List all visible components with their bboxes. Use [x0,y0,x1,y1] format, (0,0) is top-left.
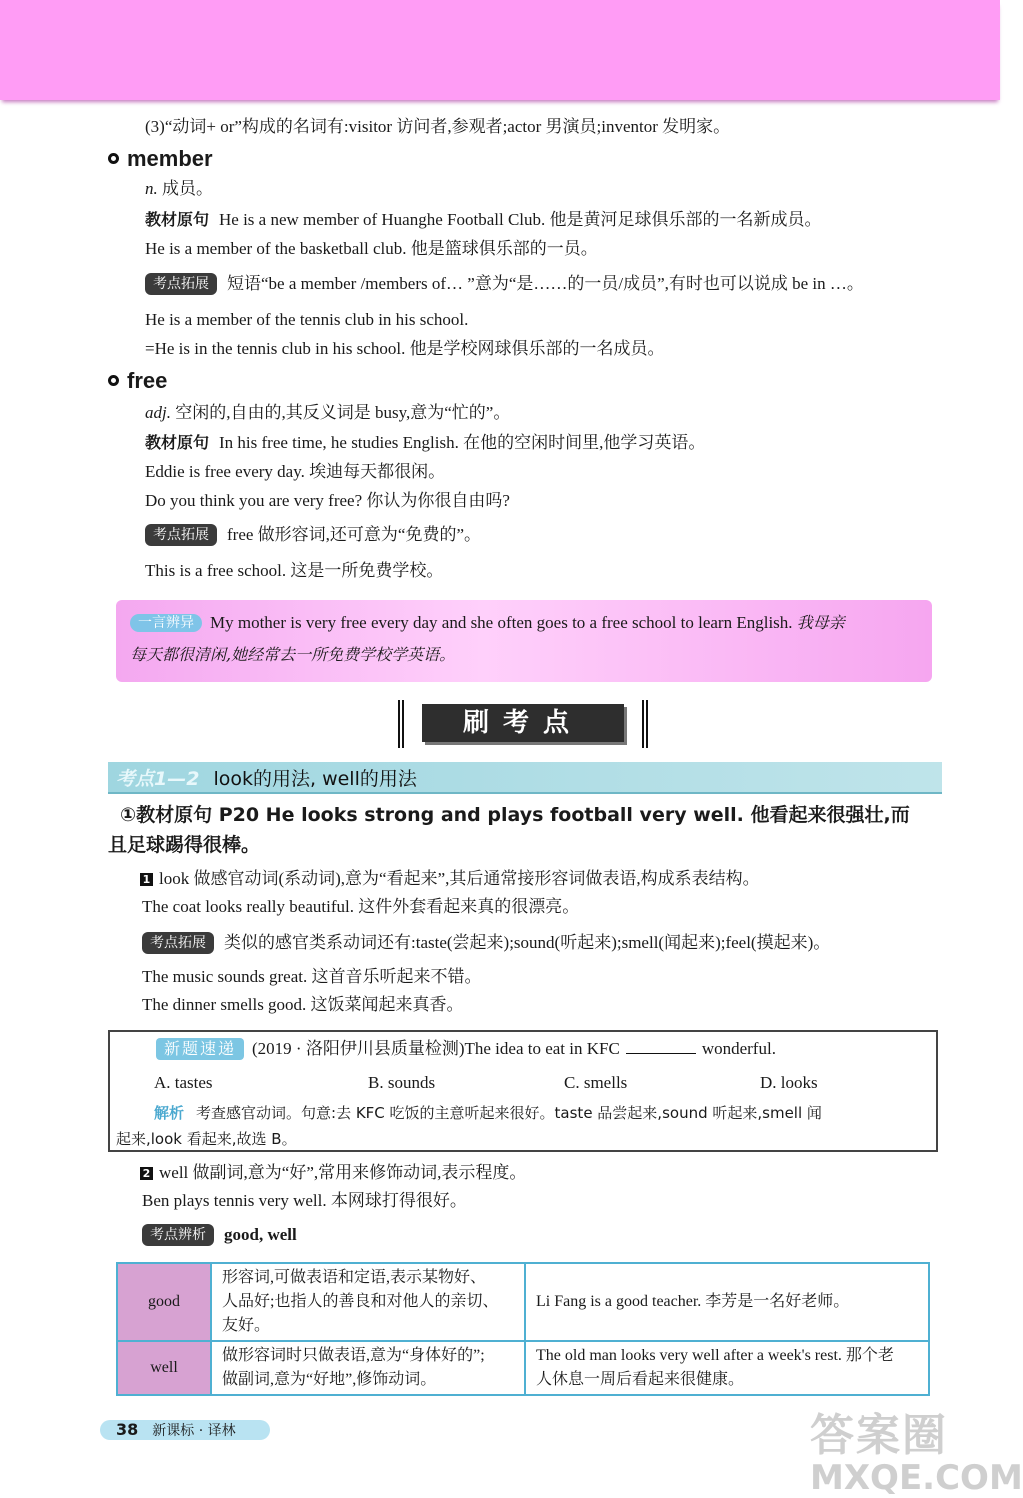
extension-badge: 考点拓展 [145,273,217,295]
member-source-sentence: 教材原句 He is a new member of Huanghe Football Club. 他是黄河足球俱乐部的一名新成员。 [145,210,822,229]
option-a: A. tastes [154,1073,213,1092]
bullet-icon [108,375,119,386]
member-example-1: He is a member of the tennis club in his school. [145,310,469,329]
good-well-comparison: 考点辨析 good, well [142,1224,297,1246]
extension-badge: 考点拓展 [145,524,217,546]
banner-title: 刷考点 [422,704,624,742]
extension-badge: 考点拓展 [142,932,214,954]
member-extension: 考点拓展 短语“be a member /members of… ”意为“是……的一员/成员”,有时也可以说成 be in …。 [145,273,864,295]
comparison-table [116,1262,930,1396]
table-word-cell: good [117,1263,211,1341]
option-c: C. smells [564,1073,628,1092]
look-example: The coat looks really beautiful. 这件外套看起来真的很漂亮。 [142,897,580,916]
member-source-sentence-2: He is a member of the basketball club. 他是篮球俱乐部的一员。 [145,239,598,258]
free-extension: 考点拓展 free 做形容词,还可意为“免费的”。 [145,524,481,546]
exercise-box [108,1030,938,1152]
watermark-logo: 答案圈 MXQE.COM [810,1410,1023,1498]
noun-formation-note: (3)“动词+ or”构成的名词有:visitor 访问者,参观者;actor 男演员;inventor 发明家。 [145,117,731,136]
table-desc-cell: 形容词,可做表语和定语,表示某物好、 人品好;也指人的善良和对他人的亲切、 友好。 [211,1263,525,1341]
exam-point-label: 考点1—2 [116,768,200,790]
well-example: Ben plays tennis very well. 本网球打得很好。 [142,1191,467,1210]
option-b: B. sounds [368,1073,436,1092]
well-usage: 2 well 做副词,意为“好”,常用来修饰动词,表示程度。 [140,1162,526,1184]
entry-free-heading: free [108,368,167,394]
table-row [117,1263,929,1341]
free-source-sentence: 教材原句 In his free time, he studies English. 在他的空闲时间里,他学习英语。 [145,433,706,452]
free-sentence-2: Eddie is free every day. 埃迪每天都很闲。 [145,462,446,481]
look-usage: 1 look 做感官动词(系动词),意为“看起来”,其后通常接形容词做表语,构成系表结构。 [140,868,760,890]
entry-member-heading: member [108,146,213,172]
member-definition: n. 成员。 [145,179,213,198]
free-definition: adj. 空闲的,自由的,其反义词是 busy,意为“忙的”。 [145,403,511,422]
exercise-question: 新题速递 (2019 · 洛阳伊川县质量检测)The idea to eat in KFC wonderful. [156,1038,776,1060]
distinguish-box [116,600,932,682]
section-banner [398,700,648,748]
new-question-badge: 新题速递 [156,1038,244,1060]
table-desc-cell: 做形容词时只做表语,意为“身体好的”; 做副词,意为“好地”,修饰动词。 [211,1341,525,1395]
exam-point-title: look的用法, well的用法 [213,768,417,790]
source-sentence-heading-cont: 且足球踢得很棒。 [108,834,261,856]
look-example-3: The dinner smells good. 这饭菜闻起来真香。 [142,995,464,1014]
table-example-cell: The old man looks very well after a week's rest. 那个老 人休息一周后看起来很健康。 [525,1341,929,1395]
distinguish-line-2: 每天都很清闲,她经常去一所免费学校学英语。 [130,645,456,664]
distinguish-line-1: 一言辨异 My mother is very free every day and she often goes to a free school to learn English. 我母亲 [130,612,845,634]
table-row [117,1341,929,1395]
page-footer [100,1420,270,1440]
exam-point-bar [108,762,942,794]
number-two-icon: 2 [140,1167,153,1180]
look-extension: 考点拓展 类似的感官类系动词还有:taste(尝起来);sound(听起来);smell(闻起来);feel(摸起来)。 [142,932,830,954]
free-sentence-3: Do you think you are very free? 你认为你很自由吗? [145,491,510,510]
source-sentence-heading: ①教材原句 P20 He looks strong and plays football very well. 他看起来很强壮,而 [120,804,910,826]
bullet-icon [108,153,119,164]
option-d: D. looks [760,1073,818,1092]
comparison-badge: 考点辨析 [142,1224,214,1246]
distinguish-badge: 一言辨异 [130,614,202,632]
page-number: 38 [116,1420,139,1439]
look-example-2: The music sounds great. 这首音乐听起来不错。 [142,967,482,986]
table-example-cell: Li Fang is a good teacher. 李芳是一名好老师。 [525,1263,929,1341]
member-example-2: =He is in the tennis club in his school. 他是学校网球俱乐部的一名成员。 [145,339,665,358]
analysis-line-2: 起来,look 看起来,故选 B。 [116,1130,297,1148]
free-example: This is a free school. 这是一所免费学校。 [145,561,444,580]
analysis-line-1: 解析 考查感官动词。句意:去 KFC 吃饭的主意听起来很好。taste 品尝起来,sound 听起来,smell 闻 [154,1104,822,1122]
series-name: 新课标 · 译林 [152,1423,236,1439]
top-color-band [0,0,1000,100]
answer-blank [626,1053,696,1054]
number-one-icon: 1 [140,873,153,886]
table-word-cell: well [117,1341,211,1395]
